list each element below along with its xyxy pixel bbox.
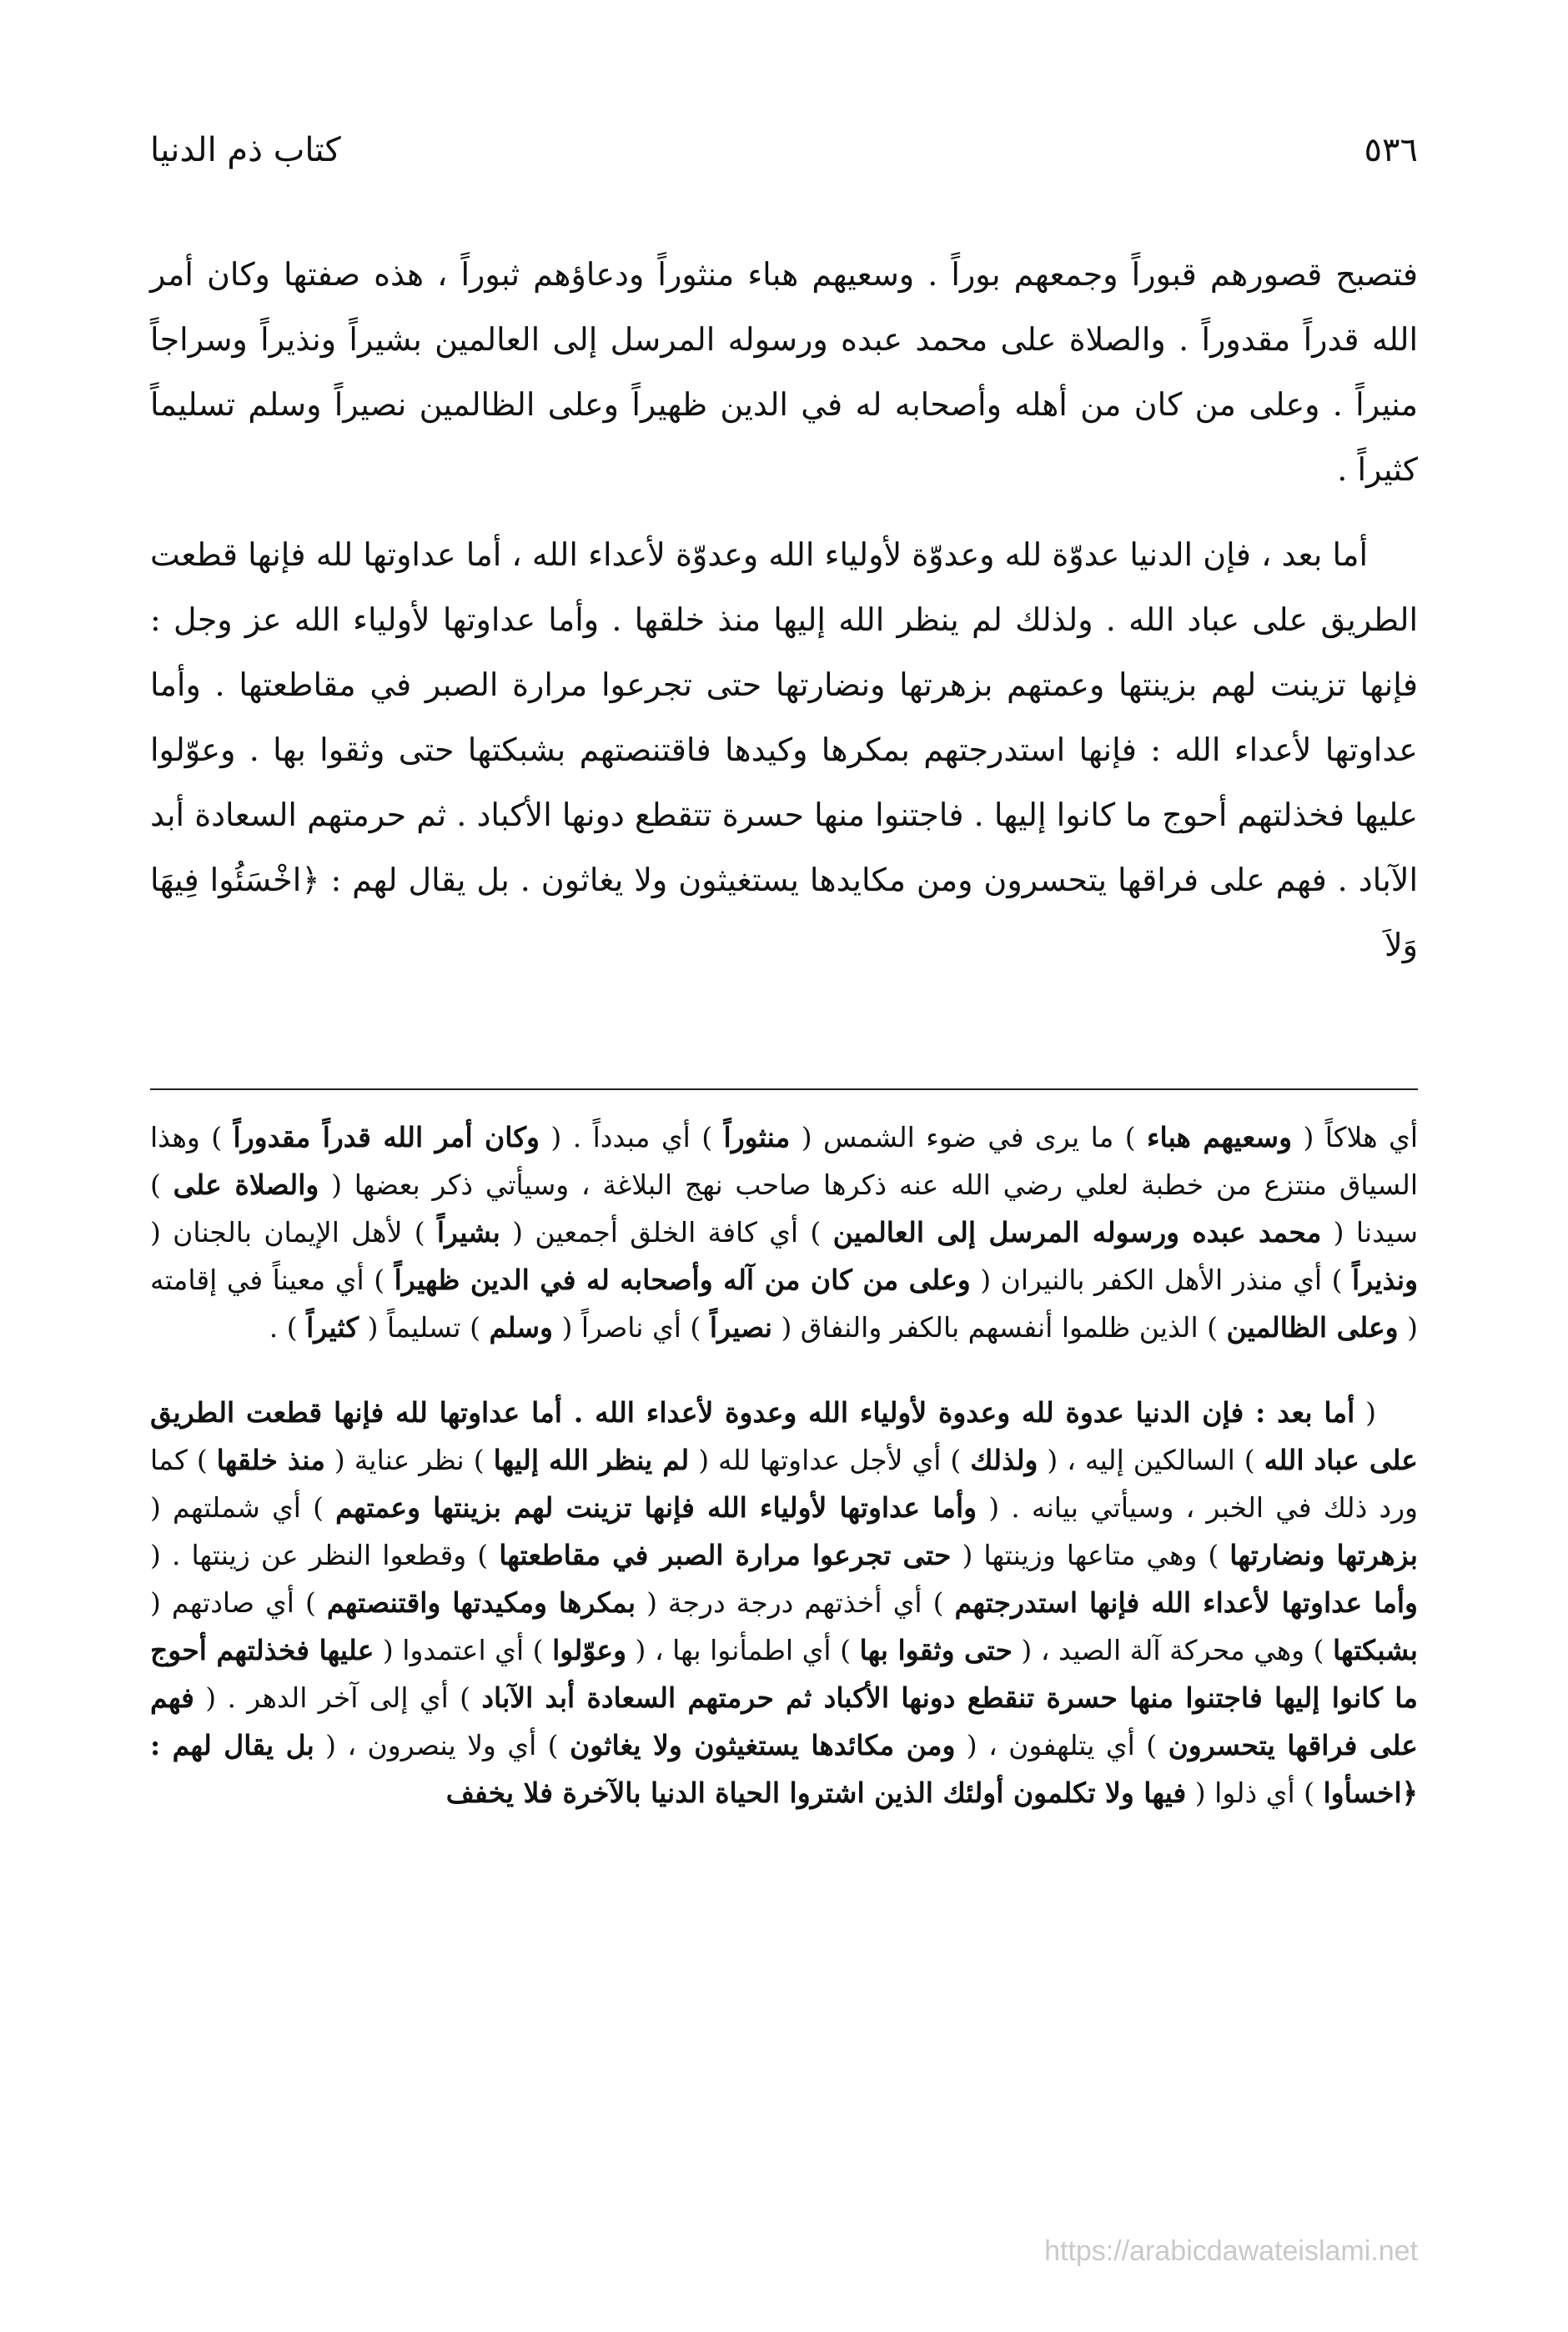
quoted-text: وعوّلوا	[552, 1634, 627, 1666]
commentary-text: ) أي ولا ينصرون ، (	[314, 1729, 570, 1762]
quoted-text: محمد عبده ورسوله المرسل إلى العالمين	[832, 1216, 1322, 1249]
commentary-text: ) أي شملتهم (	[150, 1491, 336, 1524]
commentary-text: ) أي اطمأنوا بها ، (	[626, 1634, 860, 1666]
footnote-divider	[150, 1088, 1418, 1090]
commentary-text: ) أي ناصراً (	[552, 1311, 710, 1344]
commentary-text: ) وهي متاعها وزينتها (	[951, 1539, 1230, 1571]
quoted-text: وكان أمر الله قدراً مقدوراً	[233, 1121, 540, 1153]
quoted-text: نصيراً	[709, 1311, 772, 1344]
commentary-text: ) السالكين إليه ، (	[1038, 1444, 1264, 1476]
commentary-text: ) لأهل الإيمان بالجنان (	[150, 1216, 437, 1249]
commentary-text: ) أي يتلهفون ، (	[955, 1729, 1168, 1762]
quoted-text: بزهرتها ونضارتها	[1229, 1539, 1418, 1571]
commentary-text: ) وهذا السياق منتزع من خطبة لعلي رضي الله عنه ذكرها صاحب نهج البلاغة ، وسيأتي ذكر بعضها (	[150, 1121, 1418, 1201]
quoted-text: منثوراً	[723, 1121, 791, 1153]
quoted-text: أما بعد : فإن الدنيا عدوة لله وعدوة لأولياء الله وعدوة لأعداء الله . أما عداوتها لله فإنها قطعت الطريق على عباد الله	[150, 1396, 1418, 1476]
commentary	[150, 1113, 1418, 1854]
quoted-text: فهم على فراقها يتحسرون	[150, 1681, 1418, 1762]
commentary-text: ) أي مبدداً . (	[539, 1121, 724, 1153]
main-text	[150, 242, 1418, 998]
quoted-text: وأما عداوتها لأولياء الله فإنها تزينت لهم بزينتها وعمتهم	[335, 1491, 977, 1524]
quoted-text: ونذيراً	[1352, 1264, 1419, 1296]
commentary-text: ) أي كافة الخلق أجمعين (	[500, 1216, 833, 1249]
quoted-text: والصلاة على	[173, 1169, 319, 1201]
quoted-text: ومن مكائدها يستغيثون ولا يغاثون	[569, 1729, 956, 1762]
commentary-text: ) أي صادتهم (	[150, 1586, 327, 1619]
quoted-text: وأما عداوتها لأعداء الله فإنها استدرجتهم	[954, 1586, 1418, 1619]
quoted-text: وعلى من كان من آله وأصحابه له في الدين ظهيراً	[394, 1264, 971, 1296]
quoted-text: بمكرها ومكيدتها واقتنصتهم	[326, 1586, 636, 1619]
quoted-text: بشبكتها	[1332, 1634, 1418, 1666]
commentary-text: ) أي أخذتهم درجة درجة (	[636, 1586, 955, 1619]
page-number: ٥٣٦	[1364, 131, 1418, 169]
quoted-text: بل يقال لهم : ﴿اخسأوا	[150, 1729, 1418, 1809]
commentary-text: ) ما يرى في ضوء الشمس (	[790, 1121, 1148, 1153]
commentary-paragraph-1	[150, 1113, 1418, 1351]
commentary-text: ) .	[269, 1311, 307, 1344]
quoted-text: بشيراً	[436, 1216, 500, 1249]
commentary-text: أي هلاكاً (	[1292, 1121, 1419, 1153]
commentary-text: ) أي ذلوا (	[1186, 1777, 1324, 1809]
commentary-paragraph-2	[150, 1389, 1418, 1817]
commentary-text: ) وهي محركة آلة الصيد ، (	[1012, 1634, 1333, 1666]
commentary-text: (	[1354, 1396, 1376, 1429]
page-header	[150, 121, 1418, 179]
commentary-text: ) أي إلى آخر الدهر . (	[193, 1681, 482, 1714]
commentary-text: ) كما ورد ذلك في الخبر ، وسيأتي بيانه . (	[150, 1444, 1418, 1524]
quoted-text: فيها ولا تكلمون أولئك الذين اشتروا الحياة الدنيا بالآخرة فلا يخفف	[445, 1777, 1187, 1809]
watermark-url: https://arabicdawateislami.net	[1044, 2235, 1418, 2267]
commentary-text: ) تسليماً (	[359, 1311, 490, 1344]
commentary-text: ) أي منذر الأهل الكفر بالنيران (	[970, 1264, 1352, 1296]
commentary-text: ) سيدنا (	[150, 1169, 1418, 1249]
quoted-text: حتى تجرعوا مرارة الصبر في مقاطعتها	[499, 1539, 952, 1571]
quoted-text: حتى وثقوا بها	[859, 1634, 1013, 1666]
commentary-text: ) أي لأجل عداوتها لله (	[689, 1444, 971, 1476]
commentary-text: ) نظر عناية (	[324, 1444, 494, 1476]
commentary-text: ) أي اعتمدوا (	[374, 1634, 553, 1666]
quoted-text: ولذلك	[970, 1444, 1038, 1476]
quoted-text: لم ينظر الله إليها	[493, 1444, 690, 1476]
quoted-text: وسعيهم هباء	[1147, 1121, 1293, 1153]
commentary-text: ) وقطعوا النظر عن زينتها . (	[150, 1539, 500, 1571]
quoted-text: وعلى الظالمين	[1226, 1311, 1399, 1344]
commentary-text: ) أي معيناً في إقامته (	[150, 1264, 1418, 1344]
commentary-text: ) الذين ظلموا أنفسهم بالكفر والنفاق (	[771, 1311, 1227, 1344]
quoted-text: عليها فخذلتهم أحوج ما كانوا إليها فاجتنوا منها حسرة تنقطع دونها الأكباد ثم حرمتهم السعادة أبد الآباد	[150, 1634, 1418, 1714]
book-title: كتاب ذم الدنيا	[150, 131, 341, 169]
quoted-text: وسلم	[489, 1311, 553, 1344]
main-paragraph-1: فتصبح قصورهم قبوراً وجمعهم بوراً . وسعيهم هباء منثوراً ودعاؤهم ثبوراً ، هذه صفتها وكان أمر الله قدراً مقدوراً . والصلاة على محمد عبده ورسوله المرسل إلى العالمين بشيراً ونذيراً وسراجاً منيراً . وعلى من كان من أهله وأصحابه له في الدين ظهيراً وعلى الظالمين نصيراً وسلم تسليماً كثيراً .	[150, 256, 1418, 488]
main-paragraph-2: أما بعد ، فإن الدنيا عدوّة لله وعدوّة لأولياء الله وعدوّة لأعداء الله ، أما عداوتها لله فإنها قطعت الطريق على عباد الله . ولذلك لم ينظر الله إليها منذ خلقها . وأما عداوتها لأولياء الله عز وجل : فإنها تزينت لهم بزينتها وعمتهم بزهرتها ونضارتها حتى تجرعوا مرارة الصبر في مقاطعتها . وأما عداوتها لأعداء الله : فإنها استدرجتهم بمكرها وكيدها فاقتنصتهم بشبكتها حتى وثقوا بها . وعوّلوا عليها فخذلتهم أحوج ما كانوا إليها . فاجتنوا منها حسرة تتقطع دونها الأكباد . ثم حرمتهم السعادة أبد الآباد . فهم على فراقها يتحسرون ومن مكايدها يستغيثون ولا يغاثون . بل يقال لهم : ﴿اخْسَئُوا فِيهَا وَلاَ	[150, 536, 1418, 963]
quoted-text: منذ خلقها	[216, 1444, 325, 1476]
quoted-text: كثيراً	[306, 1311, 359, 1344]
